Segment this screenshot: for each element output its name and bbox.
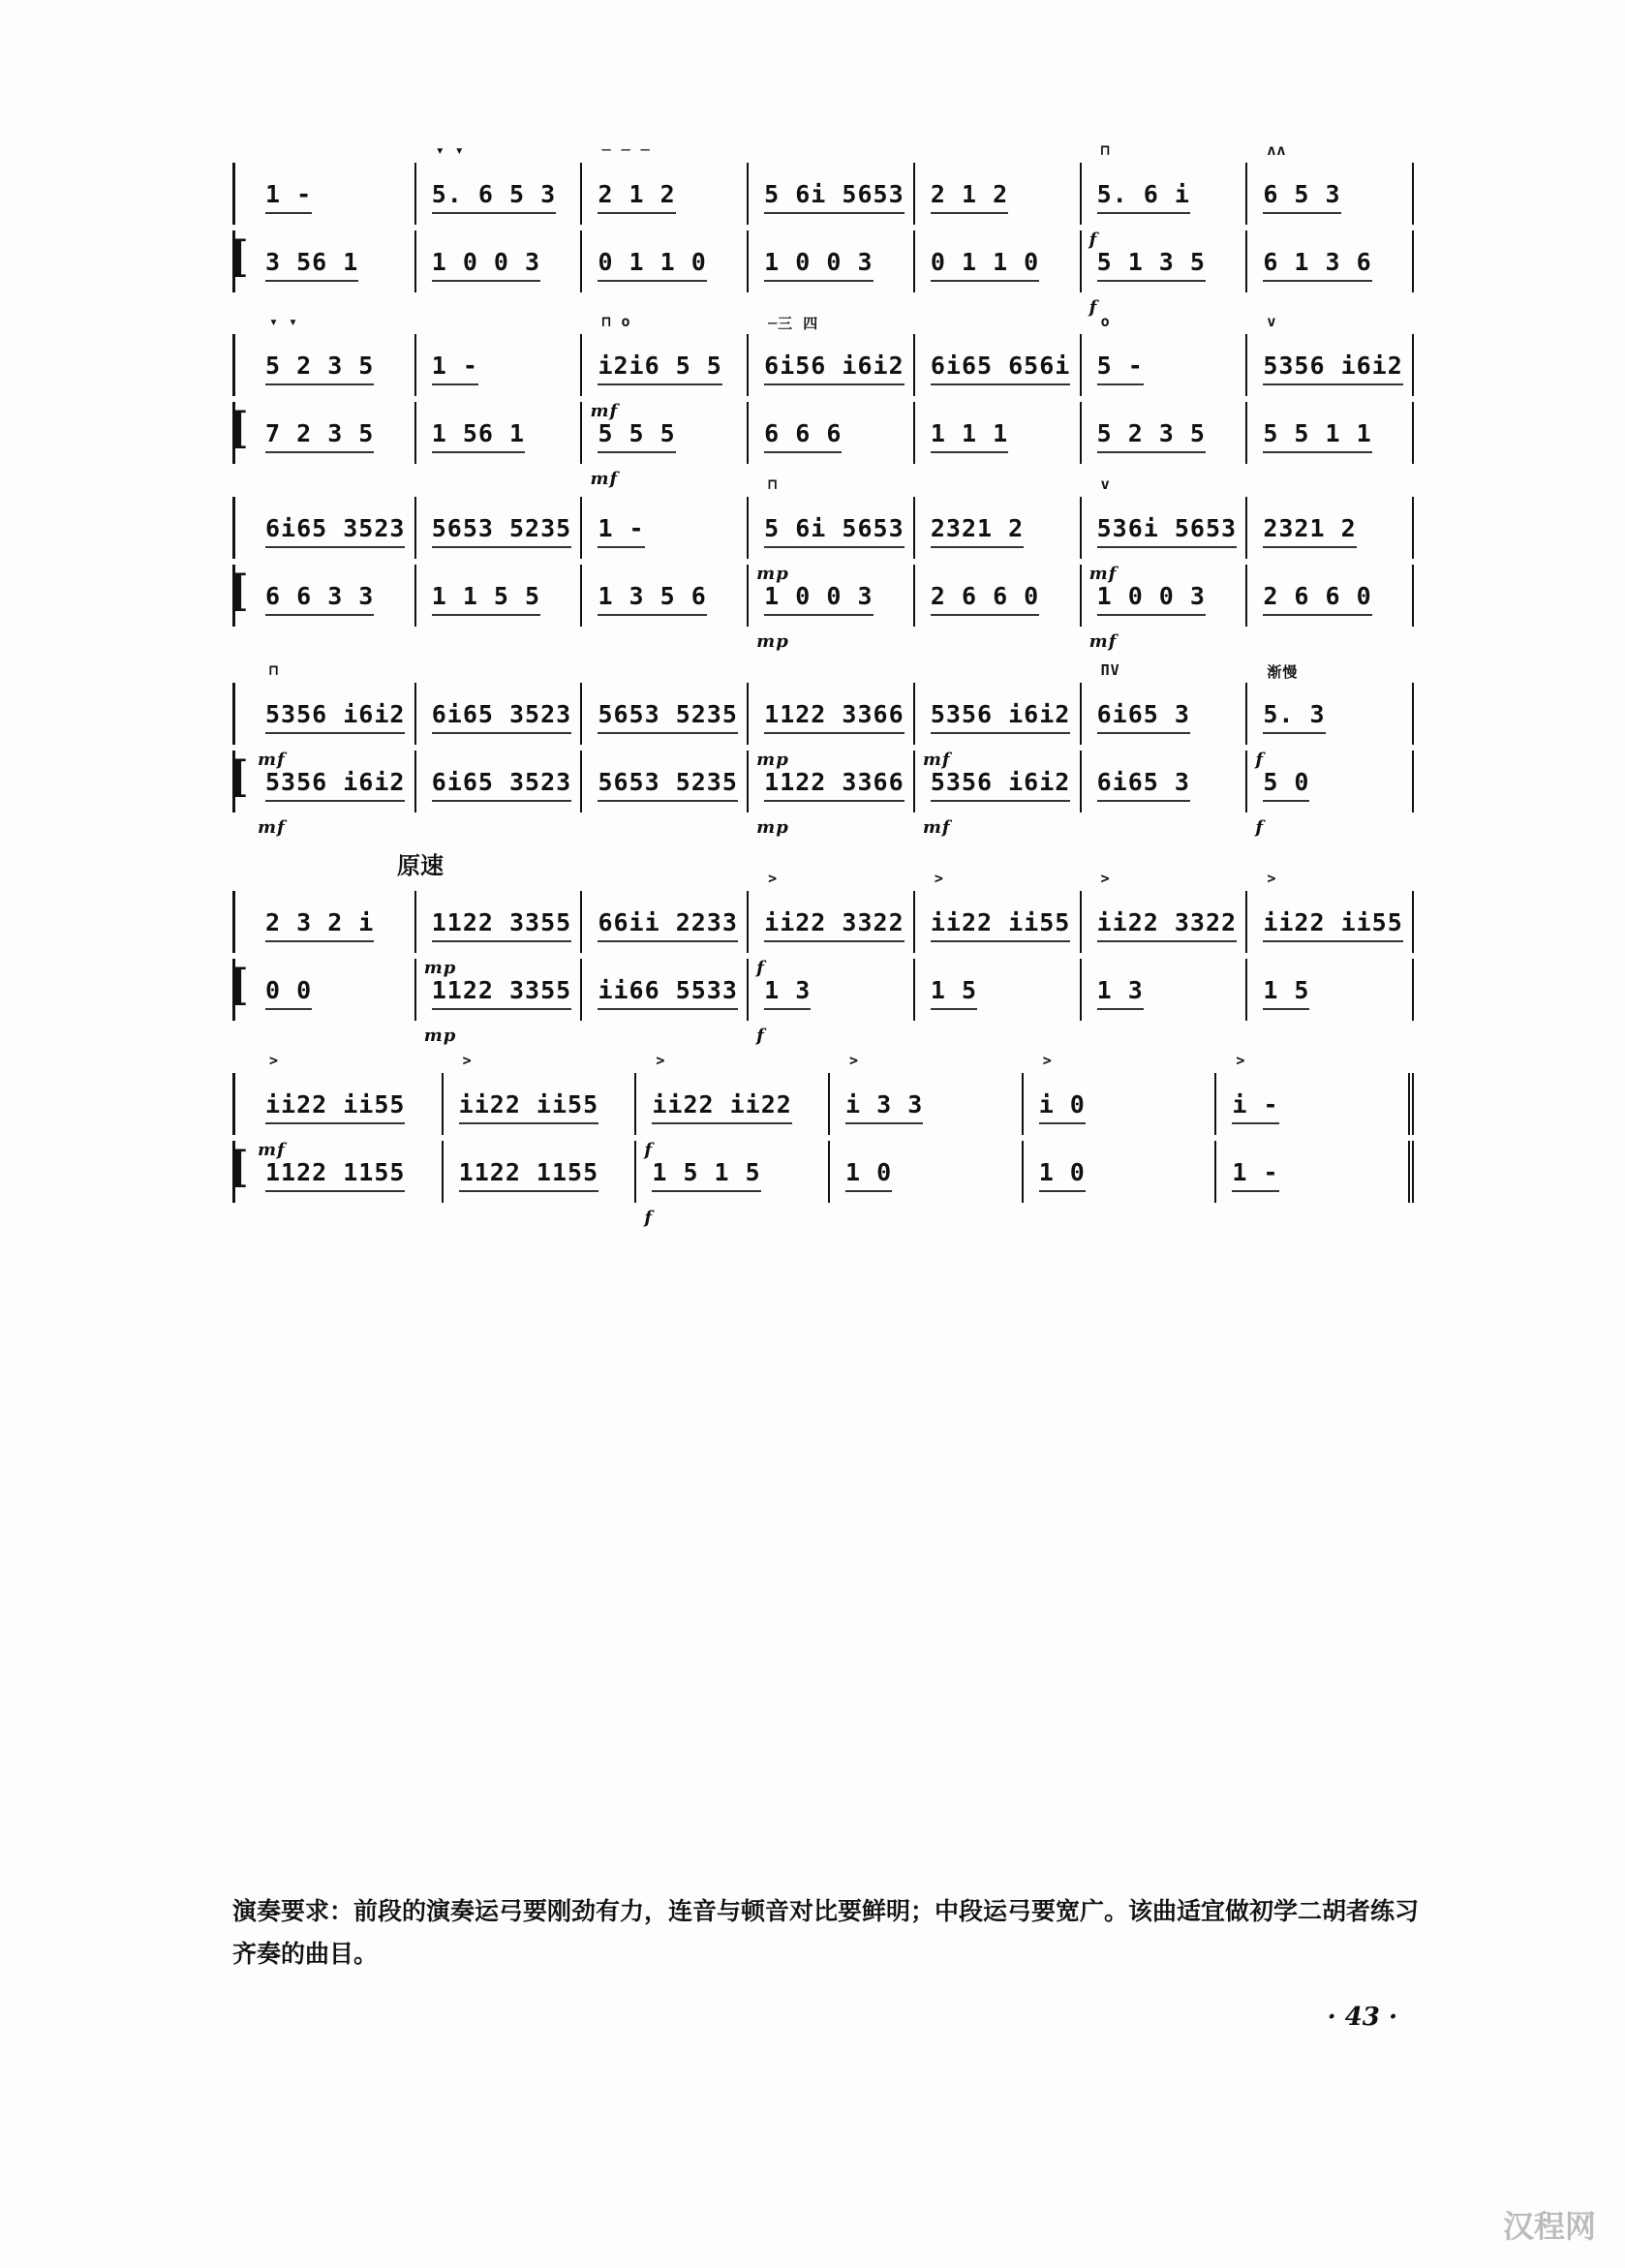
articulation-mark: > xyxy=(768,870,779,887)
measure-notes: 2 6 6 0 xyxy=(1263,581,1372,610)
measure xyxy=(1080,661,1246,745)
watermark: 汉程网 xyxy=(1502,2208,1596,2245)
measure xyxy=(747,315,913,396)
measures xyxy=(250,402,1414,489)
measure xyxy=(250,751,414,838)
measure xyxy=(634,1052,828,1160)
measure-notes: 2 3 2 i xyxy=(265,907,375,936)
measure-notes: ii66 5533 xyxy=(598,975,738,1004)
articulation-mark: 渐慢 xyxy=(1267,663,1299,681)
measure xyxy=(414,230,581,292)
dynamic-marking: f xyxy=(756,1026,765,1046)
measure-notes: 1 - xyxy=(431,351,478,380)
articulation-mark: > xyxy=(269,1052,280,1069)
bracket-icon: [ xyxy=(229,1143,249,1192)
dynamic-marking: mp xyxy=(423,958,457,978)
measure-notes: 0 0 xyxy=(265,975,313,1004)
dynamic-marking: mf xyxy=(258,817,286,838)
measure-notes: 1122 3366 xyxy=(764,767,904,796)
measure-notes: 5 5 5 xyxy=(598,418,676,447)
measure-notes: 5. 6 i xyxy=(1096,179,1190,208)
dynamic-marking: mf xyxy=(258,1140,286,1160)
dynamic-marking: f xyxy=(1255,817,1265,838)
measures xyxy=(250,751,1414,838)
articulation-mark: ⊓ o xyxy=(601,313,631,330)
measure-notes: 1 - xyxy=(265,179,313,208)
upper-part xyxy=(232,475,1414,584)
measure xyxy=(414,891,581,978)
measure-notes: 5 2 3 5 xyxy=(265,351,375,380)
articulation-mark: ⊓ xyxy=(269,661,280,679)
measures xyxy=(250,141,1414,250)
measure xyxy=(580,402,747,489)
measure xyxy=(414,751,581,812)
measure xyxy=(250,402,414,464)
measure-notes: 1122 3355 xyxy=(431,907,572,936)
articulation-mark: > xyxy=(1100,870,1111,887)
measure-notes: 5356 i6i2 xyxy=(265,767,406,796)
articulation-mark: ▾ ▾ xyxy=(435,141,465,159)
articulation-mark: > xyxy=(1267,870,1277,887)
measure-notes: 1 5 xyxy=(1263,975,1310,1004)
dynamic-marking: f xyxy=(644,1140,654,1160)
measure xyxy=(1022,1141,1215,1203)
measure-notes: 66ii 2233 xyxy=(598,907,738,936)
measure-notes: 5356 i6i2 xyxy=(930,699,1071,728)
measures xyxy=(250,870,1414,978)
measure xyxy=(580,959,747,1021)
dynamic-marking: mf xyxy=(1088,564,1118,584)
measure xyxy=(250,565,414,627)
measure-notes: 5 0 xyxy=(1263,767,1310,796)
articulation-mark: v xyxy=(1267,313,1277,330)
measure xyxy=(1080,565,1246,652)
measure xyxy=(414,497,581,559)
measure-notes: 6 1 3 6 xyxy=(1263,247,1372,276)
measure-notes: 1 - xyxy=(1232,1157,1279,1186)
lower-part xyxy=(229,959,1414,1046)
upper-part xyxy=(232,313,1414,421)
measure xyxy=(747,163,913,225)
bracket-icon: [ xyxy=(229,961,249,1010)
measure xyxy=(1245,751,1414,838)
measure xyxy=(1245,141,1414,225)
score-system xyxy=(229,661,1414,838)
dynamic-marking: mp xyxy=(756,564,789,584)
measure-notes: 0 1 1 0 xyxy=(930,247,1040,276)
measure xyxy=(1022,1052,1215,1135)
dynamic-marking: f xyxy=(1088,230,1098,250)
articulation-mark: v xyxy=(1100,475,1111,493)
score-system xyxy=(229,141,1414,318)
dynamic-marking: mp xyxy=(756,631,789,652)
measure-notes: 6i56 i6i2 xyxy=(764,351,904,380)
measure xyxy=(1245,959,1414,1021)
articulation-mark: ʌʌ xyxy=(1267,141,1287,159)
measure xyxy=(1245,230,1414,292)
measure-notes: 5653 5235 xyxy=(598,699,738,728)
bracket-icon: [ xyxy=(229,567,249,616)
articulation-mark: ─ ─ ─ xyxy=(601,141,651,159)
measure xyxy=(250,1141,442,1203)
measures xyxy=(250,661,1414,770)
measure-notes: 5356 i6i2 xyxy=(1263,351,1403,380)
system-barline xyxy=(232,891,235,953)
measure-notes: 5 - xyxy=(1096,351,1144,380)
measure-notes: i 3 3 xyxy=(845,1089,924,1119)
articulation-mark: ▾ ▾ xyxy=(269,313,299,330)
articulation-mark: ΠV xyxy=(1100,661,1120,679)
system-barline xyxy=(232,1073,235,1135)
measures xyxy=(250,959,1414,1046)
measure-notes: 5 5 1 1 xyxy=(1263,418,1372,447)
upper-part xyxy=(232,870,1414,978)
measure-notes: 1 3 5 6 xyxy=(598,581,707,610)
measure xyxy=(580,313,747,421)
measure xyxy=(1245,565,1414,627)
measure-notes: 5 6i 5653 xyxy=(764,179,904,208)
measure-notes: 5. 6 5 3 xyxy=(431,179,557,208)
measure xyxy=(1214,1141,1414,1203)
measure-notes: 5653 5235 xyxy=(431,513,572,542)
measure xyxy=(747,475,913,584)
measure-notes: 1122 1155 xyxy=(265,1157,406,1186)
bracket-icon: [ xyxy=(229,404,249,453)
measure-notes: 2 1 2 xyxy=(598,179,676,208)
measure-notes: 1 0 0 3 xyxy=(431,247,541,276)
system-barline xyxy=(232,163,235,225)
measure-notes: i - xyxy=(1232,1089,1279,1119)
measure xyxy=(580,497,747,559)
measures xyxy=(250,1052,1414,1160)
measures xyxy=(250,565,1414,652)
measure-notes: 2321 2 xyxy=(930,513,1025,542)
measure xyxy=(414,959,581,1046)
measure xyxy=(828,1052,1022,1135)
measure xyxy=(1080,402,1246,464)
dynamic-marking: mf xyxy=(590,401,619,421)
measure xyxy=(1080,475,1246,584)
measure-notes: 1 56 1 xyxy=(431,418,526,447)
score-system xyxy=(229,1052,1414,1228)
bracket-icon: [ xyxy=(229,752,249,802)
measure-notes: 7 2 3 5 xyxy=(265,418,375,447)
measure xyxy=(913,870,1080,953)
measure xyxy=(1080,959,1246,1021)
measure xyxy=(1080,230,1246,318)
measure xyxy=(913,497,1080,559)
measure-notes: 536i 5653 xyxy=(1096,513,1238,542)
measure xyxy=(1245,497,1414,559)
measure-notes: i 0 xyxy=(1038,1089,1086,1119)
measure-notes: 1 0 0 3 xyxy=(764,247,874,276)
measure xyxy=(414,565,581,627)
measure-notes: ii22 ii55 xyxy=(265,1089,406,1119)
measure xyxy=(1245,313,1414,396)
lower-part xyxy=(229,230,1414,318)
articulation-mark: ─三 四 xyxy=(768,315,819,332)
measure-notes: 1 5 1 5 xyxy=(652,1157,761,1186)
measure-notes: 6i65 656i xyxy=(930,351,1071,380)
measure xyxy=(913,230,1080,292)
system-barline xyxy=(232,334,235,396)
measure-notes: 6i65 3 xyxy=(1096,767,1190,796)
measure-notes: 1 0 xyxy=(845,1157,893,1186)
measure xyxy=(913,163,1080,225)
measure-notes: 1 1 1 xyxy=(930,418,1009,447)
measure xyxy=(250,891,414,953)
measure xyxy=(580,683,747,745)
system-barline xyxy=(232,683,235,745)
measure xyxy=(250,497,414,559)
articulation-mark: > xyxy=(849,1052,860,1069)
measure xyxy=(442,1141,635,1203)
measure xyxy=(250,1052,442,1160)
articulation-mark: > xyxy=(934,870,944,887)
measure-notes: 2321 2 xyxy=(1263,513,1357,542)
articulation-mark: > xyxy=(656,1052,666,1069)
measure-notes: ii22 3322 xyxy=(764,907,904,936)
measure xyxy=(580,141,747,225)
upper-part xyxy=(232,1052,1414,1160)
measure-notes: 5 2 3 5 xyxy=(1096,418,1206,447)
measure-notes: ii22 ii55 xyxy=(1263,907,1403,936)
measure-notes: 1 0 xyxy=(1038,1157,1086,1186)
measure-notes: 6 5 3 xyxy=(1263,179,1341,208)
articulation-mark: ⊓ xyxy=(768,475,779,493)
measure-notes: 5 1 3 5 xyxy=(1096,247,1206,276)
score-system xyxy=(229,475,1414,652)
measure-notes: 5 6i 5653 xyxy=(764,513,904,542)
measure xyxy=(1245,663,1414,770)
measure xyxy=(580,891,747,953)
lower-part xyxy=(229,565,1414,652)
measure-notes: ii22 3322 xyxy=(1096,907,1238,936)
measure-notes: 3 56 1 xyxy=(265,247,359,276)
upper-part xyxy=(232,141,1414,250)
measure-notes: 2 1 2 xyxy=(930,179,1009,208)
measure-notes: 6i65 3 xyxy=(1096,699,1190,728)
dynamic-marking: mf xyxy=(922,750,951,770)
measure xyxy=(414,683,581,745)
dynamic-marking: mf xyxy=(590,469,619,489)
measure-notes: ii22 ii22 xyxy=(652,1089,792,1119)
measure xyxy=(442,1052,635,1135)
measure xyxy=(747,751,913,838)
measure xyxy=(1245,402,1414,464)
score-system xyxy=(229,852,1414,1046)
measure-notes: 6i65 3523 xyxy=(265,513,406,542)
measure-notes: i2i6 5 5 xyxy=(598,351,722,380)
measure-notes: 1 3 xyxy=(764,975,812,1004)
dynamic-marking: mf xyxy=(922,817,951,838)
lower-part xyxy=(229,751,1414,838)
measure xyxy=(913,565,1080,627)
measure-notes: 1122 3366 xyxy=(764,699,904,728)
measure-notes: 6 6 3 3 xyxy=(265,581,375,610)
measure-notes: 6 6 6 xyxy=(764,418,843,447)
dynamic-marking: mp xyxy=(756,817,789,838)
measure xyxy=(1080,751,1246,812)
measure-notes: 1 5 xyxy=(930,975,978,1004)
performance-note: 演奏要求：前段的演奏运弓要刚劲有力，连音与顿音对比要鲜明；中段运弓要宽广。该曲适宜做初学二胡者练习齐奏的曲目。 xyxy=(232,1897,1420,1968)
bracket-icon: [ xyxy=(229,232,249,282)
measure xyxy=(1214,1052,1414,1135)
measure-notes: 5. 3 xyxy=(1263,699,1326,728)
measure xyxy=(250,959,414,1021)
measure-notes: 2 6 6 0 xyxy=(930,581,1040,610)
measure xyxy=(747,959,913,1046)
measure-notes: 1 0 0 3 xyxy=(1096,581,1206,610)
measures xyxy=(250,1141,1414,1228)
lower-part xyxy=(229,1141,1414,1228)
measure xyxy=(747,402,913,464)
measures xyxy=(250,313,1414,421)
measure xyxy=(1080,313,1246,396)
measure xyxy=(828,1141,1022,1203)
measure xyxy=(1080,870,1246,953)
measure xyxy=(414,141,581,225)
measure-notes: ii22 ii55 xyxy=(458,1089,599,1119)
measure xyxy=(747,683,913,770)
dynamic-marking: mp xyxy=(756,750,789,770)
measure-notes: 6i65 3523 xyxy=(431,767,572,796)
measure xyxy=(747,870,913,978)
measure-notes: 1122 1155 xyxy=(458,1157,599,1186)
upper-part xyxy=(232,661,1414,770)
measure-notes: 6i65 3523 xyxy=(431,699,572,728)
measure xyxy=(250,661,414,770)
dynamic-marking: mp xyxy=(423,1026,457,1046)
measure-notes: 5653 5235 xyxy=(598,767,738,796)
measure-notes: 1 - xyxy=(598,513,645,542)
measures xyxy=(250,230,1414,318)
measure xyxy=(913,959,1080,1021)
score-system xyxy=(229,313,1414,489)
measure-notes: 0 1 1 0 xyxy=(598,247,707,276)
measure xyxy=(634,1141,828,1228)
measure-notes: 1 3 xyxy=(1096,975,1144,1004)
page-number: · 43 · xyxy=(1327,2003,1397,2032)
measure xyxy=(747,230,913,292)
measure xyxy=(580,565,747,627)
dynamic-marking: mf xyxy=(258,750,286,770)
measure xyxy=(913,683,1080,770)
measure xyxy=(747,565,913,652)
articulation-mark: ⊓ xyxy=(1100,141,1111,159)
measure xyxy=(580,230,747,292)
dynamic-marking: mf xyxy=(1088,631,1118,652)
dynamic-marking: f xyxy=(644,1208,654,1228)
measure xyxy=(913,751,1080,838)
articulation-mark: o xyxy=(1100,313,1111,330)
articulation-mark: > xyxy=(462,1052,473,1069)
articulation-mark: > xyxy=(1236,1052,1246,1069)
measure xyxy=(913,334,1080,396)
dynamic-marking: f xyxy=(1255,750,1265,770)
articulation-mark: > xyxy=(1042,1052,1053,1069)
measure-notes: 1 0 0 3 xyxy=(764,581,874,610)
measure xyxy=(250,230,414,292)
measure-notes: 1 1 5 5 xyxy=(431,581,541,610)
measure-notes: 5356 i6i2 xyxy=(930,767,1071,796)
dynamic-marking: f xyxy=(1088,297,1098,318)
system-barline xyxy=(232,497,235,559)
measure-notes: 1122 3355 xyxy=(431,975,572,1004)
measure-notes: ii22 ii55 xyxy=(930,907,1071,936)
measure xyxy=(913,402,1080,464)
measure xyxy=(250,313,414,396)
measure xyxy=(1080,141,1246,250)
measure xyxy=(250,163,414,225)
measure xyxy=(1245,870,1414,953)
measures xyxy=(250,475,1414,584)
tempo-marking: 原速 xyxy=(397,852,444,879)
measure-notes: 5356 i6i2 xyxy=(265,699,406,728)
lower-part xyxy=(229,402,1414,489)
dynamic-marking: f xyxy=(756,958,765,978)
measure xyxy=(414,334,581,396)
measure xyxy=(580,751,747,812)
measure xyxy=(414,402,581,464)
